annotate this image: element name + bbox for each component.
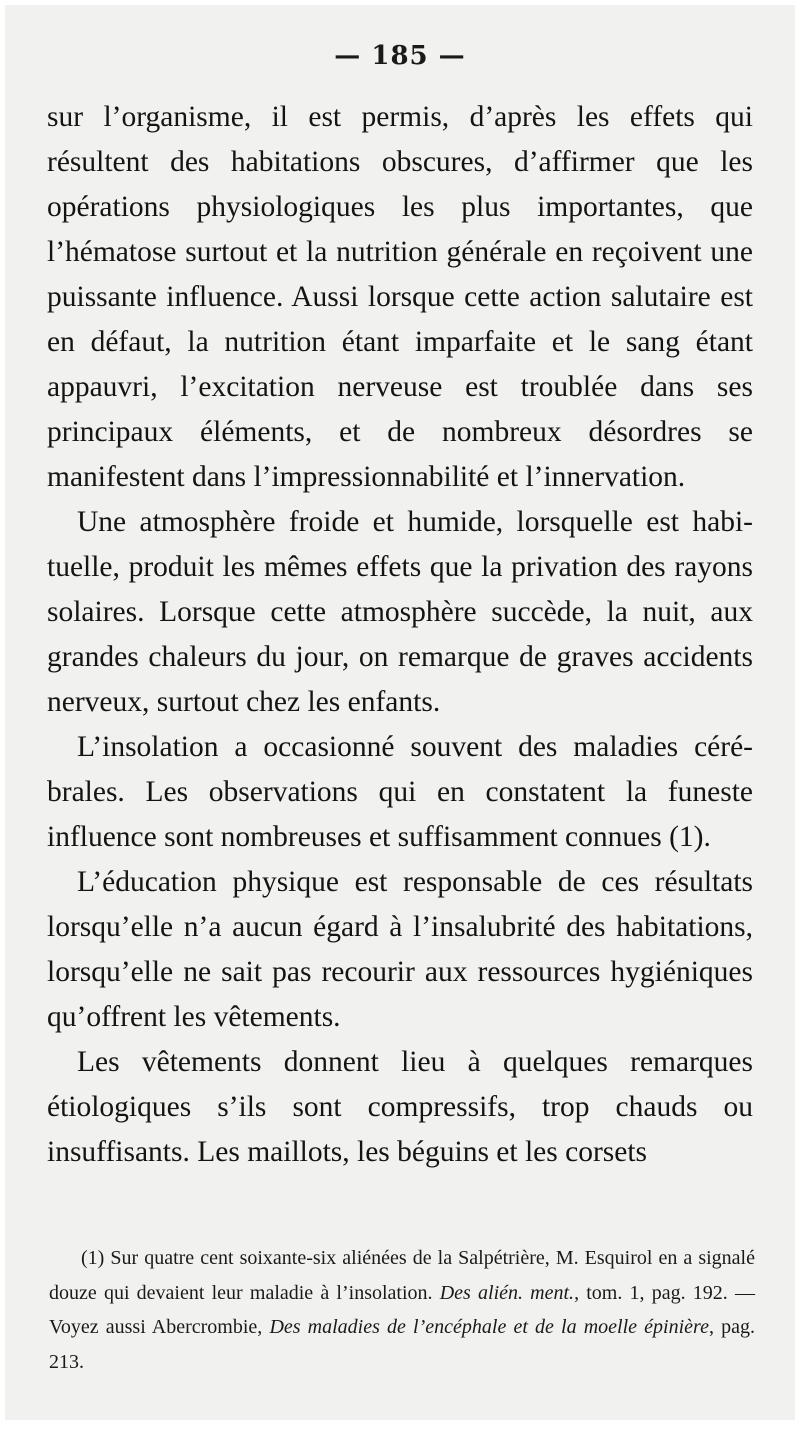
footnote <box>49 1241 755 1379</box>
paragraph-2: Une atmosphère froide et humide, lorsquelle est habituelle, produit les mêmes effets que la privation des rayons solaires. Lorsque cette atmosphère succède, la nuit, aux grandes chaleurs du jour, on remarque de graves accidents nerveux, surtout chez les enfants. <box>47 506 753 718</box>
paragraph-4: L’éducation physique est responsable de ces résultats lorsqu’elle n’a aucun égard à l’insalubrité des habitations, lorsqu’elle ne sait pas recourir aux ressources hygiéniques qu’offrent les vêtements. <box>47 866 753 1033</box>
paragraph-5: Les vêtements donnent lieu à quelques remarques étiologiques s’ils sont compressifs, trop chauds ou insuffisants. Les maillots, les béguins et les corsets <box>47 1046 753 1168</box>
footnote-title-1: Des alién. ment. <box>439 1281 575 1304</box>
paragraph-3: L’insolation a occasionné souvent des maladies cérébrales. Les observations qui en constatent la funeste influence sont nombreuses et suffisamment connues (1). <box>47 731 753 853</box>
book-page <box>5 5 795 1420</box>
footnote-lead: (1) Sur quatre cent soixante-six aliénées de la Salpétrière, M. Esquirol en a signalé douze qui devaient leur maladie à l’insolation. <box>49 1247 755 1304</box>
footnote-middle: , tom. 1, pag. 192. — Voyez aussi Abercrombie, <box>49 1281 755 1338</box>
body-text <box>47 95 753 1175</box>
footnote-tail: , pag. 213. <box>49 1316 755 1373</box>
footnote-title-2: Des maladies de l’encéphale et de la moelle épinière <box>269 1316 709 1338</box>
page-number: — 185 — <box>334 41 466 71</box>
paragraph-1: sur l’organisme, il est permis, d’après les effets qui résultent des habitations obscures, d’affirmer que les opérations physiologiques les plus importantes, que l’hématose surtout et la nutrition générale en reçoivent une puissante influence. Aussi lorsque cette action salutaire est en défaut, la nutrition étant imparfaite et le sang étant appauvri, l’excitation nerveuse est troublée dans ses principaux éléments, et de nombreux désordres se manifestent dans l’impressionnabilité et l’innervation. <box>47 101 753 493</box>
